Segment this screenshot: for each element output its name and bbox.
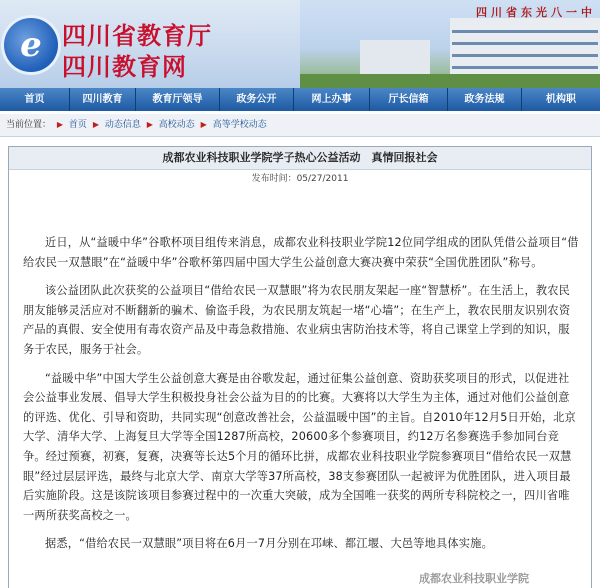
breadcrumb-separator-icon: ▶ <box>92 120 99 129</box>
banner-window-row <box>452 42 598 45</box>
banner-window-row <box>452 30 598 33</box>
breadcrumb-higher-education-news[interactable]: 高等学校动态 <box>212 120 267 130</box>
article-paragraph: 该公益团队此次获奖的公益项目“借给农民一双慧眼”将为农民朋友架起一座“智慧桥”。在生活上，教农民朋友能够灵活应对不断翻新的骗术、偷盗手段，为农民朋友筑起一堵“心墙”；在生产上，教农民朋友识别农资产品的真假、安全使用有毒农资产品及中毒急救措施、农业病虫害防治技术等，将自己课堂上学到的知识，服务于农民，服务于社会。 <box>23 284 571 356</box>
nav-director-mailbox[interactable]: 厅长信箱 <box>370 88 448 111</box>
breadcrumb-separator-icon: ▶ <box>146 120 153 129</box>
breadcrumb-label: 当前位置： <box>6 120 52 130</box>
site-name-line-1: 四川省教育厅 <box>62 22 212 50</box>
site-logo[interactable] <box>4 18 58 72</box>
article-paragraph: “益暖中华”中国大学生公益创意大赛是由谷歌发起，通过征集公益创意、资助获奖项目的形式，以促进社会公益事业发展、倡导大学生积极投身社会公益为目的的比赛。大赛将以大学生为主体，通过对他们公益创意的评选、优化、引导和资助，共同实现“创意改善社会，公益温暖中国”的主旨。自2010年12月5日开始，北京大学、清华大学、上海复旦大学等全国1287所高校，20600多个参赛项目，约12万名参赛选手参加同台竞争。经过预赛，初赛，复赛，决赛等长达5个月的循环比拼，成都农业科技职业学院参赛项目“借给农民一双慧眼”经过层层评选，最终与北京大学、南京大学等37所高校，38支参赛团队一起被评为优胜团队，进入项目最后实施阶段。这是该院该项目参赛过程中的一次重大突破，成为全国唯一获奖的两所专科院校之一，四川省唯一两所获奖高校之一。 <box>23 371 576 522</box>
nav-online-services[interactable]: 网上办事 <box>294 88 370 111</box>
article-title: 成都农业科技职业学院学子热心公益活动 真情回报社会 <box>9 147 591 170</box>
banner-photo <box>300 0 600 88</box>
publish-time: 发布时间：05/27/2011 <box>251 174 349 184</box>
main-nav <box>0 88 600 111</box>
nav-institutions[interactable]: 机构职 <box>546 94 576 105</box>
nav-sichuan-education[interactable]: 四川教育 <box>70 88 136 111</box>
breadcrumb-university-news[interactable]: 高校动态 <box>158 120 195 130</box>
breadcrumb-home[interactable]: 首页 <box>68 120 87 130</box>
nav-government-affairs[interactable]: 政务公开 <box>220 88 294 111</box>
nav-home[interactable]: 首页 <box>0 88 70 111</box>
banner-building-main <box>450 18 600 80</box>
article-paragraph: 近日，从“益暖中华”谷歌杯项目组传来消息，成都农业科技职业学院12位同学组成的团队凭借公益项目“借给农民一双慧眼”在“益暖中华”谷歌杯第四届中国大学生公益创意大赛决赛中荣获“全国优胜团队”称号。 <box>23 236 579 269</box>
article-body <box>23 233 579 563</box>
header-banner <box>0 0 600 88</box>
banner-window-row <box>452 66 598 69</box>
breadcrumb <box>0 114 600 137</box>
banner-window-row <box>452 54 598 57</box>
site-name-line-2: 四川教育网 <box>62 53 187 81</box>
article-panel <box>8 146 592 588</box>
nav-leaders[interactable]: 教育厅领导 <box>136 88 220 111</box>
banner-building-sign: 四川省东光八一中 <box>476 6 596 19</box>
breadcrumb-separator-icon: ▶ <box>200 120 207 129</box>
logo-glyph: e <box>20 25 42 65</box>
breadcrumb-separator-icon: ▶ <box>56 120 64 129</box>
nav-regulations[interactable]: 政务法规 <box>448 88 522 111</box>
banner-trees <box>300 74 600 88</box>
breadcrumb-news[interactable]: 动态信息 <box>104 120 141 130</box>
article-paragraph: 据悉，“借给农民一双慧眼”项目将在6月一7月分别在邛崃、都江堰、大邑等地具体实施。 <box>45 537 493 551</box>
image-watermark: 成都农业科技职业学院 <box>419 572 529 585</box>
